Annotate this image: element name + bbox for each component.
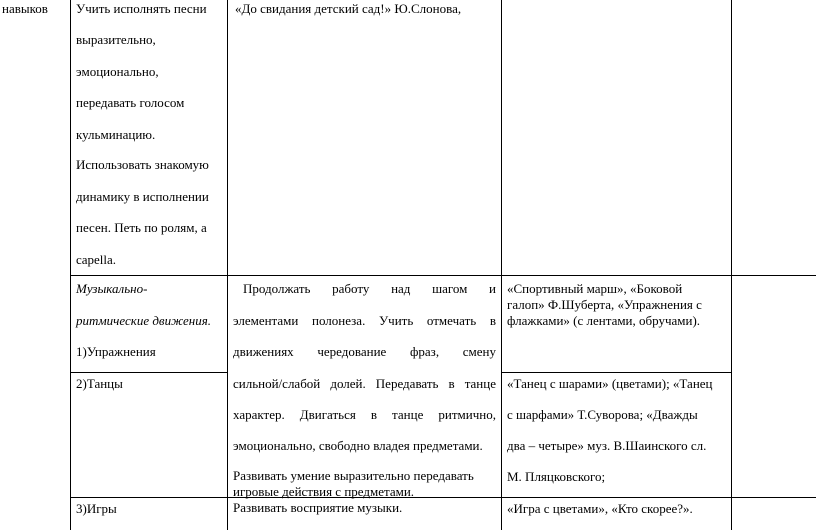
movement-goal-line: игровые действия с предметами. <box>233 484 415 499</box>
singing-goal-line: capella. <box>76 252 117 267</box>
word: танце <box>464 376 496 391</box>
word: движениях <box>233 344 294 359</box>
justified-line <box>243 281 496 297</box>
word: в <box>489 313 496 328</box>
repertoire-line: флажками» (с лентами, обручами). <box>507 313 701 328</box>
grid-vline-1 <box>70 0 71 530</box>
repertoire-line: «Спортивный марш», «Боковой <box>507 281 683 296</box>
singing-goal-line: динамику в исполнении <box>76 189 209 204</box>
word: над <box>391 281 411 296</box>
cell-skills-label: навыков <box>2 1 48 16</box>
word: шагом <box>432 281 468 296</box>
word: и <box>489 281 496 296</box>
word: в <box>370 407 378 422</box>
word: фраз, <box>409 344 440 359</box>
section-title-line: ритмические движения. <box>76 313 212 328</box>
justified-line <box>233 376 496 392</box>
word: Учить <box>378 313 414 328</box>
movement-goal-line: Развивать восприятие музыки. <box>233 500 403 515</box>
repertoire-song: «До свидания детский сад!» Ю.Слонова, <box>235 1 462 16</box>
word: ритмично, <box>438 407 496 422</box>
singing-goal-line: Учить исполнять песни <box>76 1 207 16</box>
repertoire-line: два – четыре» муз. В.Шаинского сл. <box>507 438 707 453</box>
justified-line <box>233 313 496 329</box>
word: характер. <box>233 407 285 422</box>
word: элементами <box>233 313 299 328</box>
justified-line <box>233 344 496 360</box>
grid-hline-1 <box>70 275 816 276</box>
repertoire-line: с шарфами» Т.Суворова; «Дважды <box>507 407 698 422</box>
word: смену <box>462 344 496 359</box>
item-dances: 2)Танцы <box>76 376 123 391</box>
singing-goal-line: передавать голосом <box>76 95 185 110</box>
word: работу <box>332 281 370 296</box>
grid-vline-3 <box>501 0 502 530</box>
movement-goal-line: Развивать умение выразительно передавать <box>233 468 474 483</box>
word: долей. <box>330 376 366 391</box>
singing-goal-line: выразительно, <box>76 32 156 47</box>
section-title-line: Музыкально- <box>76 281 148 296</box>
movement-goal-line: эмоционально, свободно владея предметами. <box>233 438 483 453</box>
word: Передавать <box>375 376 439 391</box>
grid-hline-2 <box>70 372 227 373</box>
grid-vline-2 <box>227 0 228 530</box>
word: сильной/слабой <box>233 376 321 391</box>
item-exercises: 1)Упражнения <box>76 344 156 359</box>
singing-goal-line: кульминацию. <box>76 127 156 142</box>
justified-line <box>233 407 496 423</box>
word: чередование <box>317 344 387 359</box>
repertoire-line: М. Пляцковского; <box>507 469 606 484</box>
singing-goal-line: песен. Петь по ролям, а <box>76 220 207 235</box>
word: танце <box>392 407 424 422</box>
singing-goal-line: Использовать знакомую <box>76 157 209 172</box>
games-repertoire: «Игра с цветами», «Кто скорее?». <box>507 501 693 516</box>
word: отмечать <box>426 313 477 328</box>
item-games: 3)Игры <box>76 501 117 516</box>
singing-goal-line: эмоционально, <box>76 64 159 79</box>
grid-vline-4 <box>731 0 732 530</box>
word: Продолжать <box>243 281 311 296</box>
grid-hline-3 <box>501 372 731 373</box>
grid-hline-4 <box>70 497 816 498</box>
word: полонеза. <box>312 313 366 328</box>
word: Двигаться <box>299 407 356 422</box>
word: в <box>448 376 455 391</box>
repertoire-line: «Танец с шарами» (цветами); «Танец <box>507 376 713 391</box>
repertoire-line: галоп» Ф.Шуберта, «Упражнения с <box>507 297 702 312</box>
